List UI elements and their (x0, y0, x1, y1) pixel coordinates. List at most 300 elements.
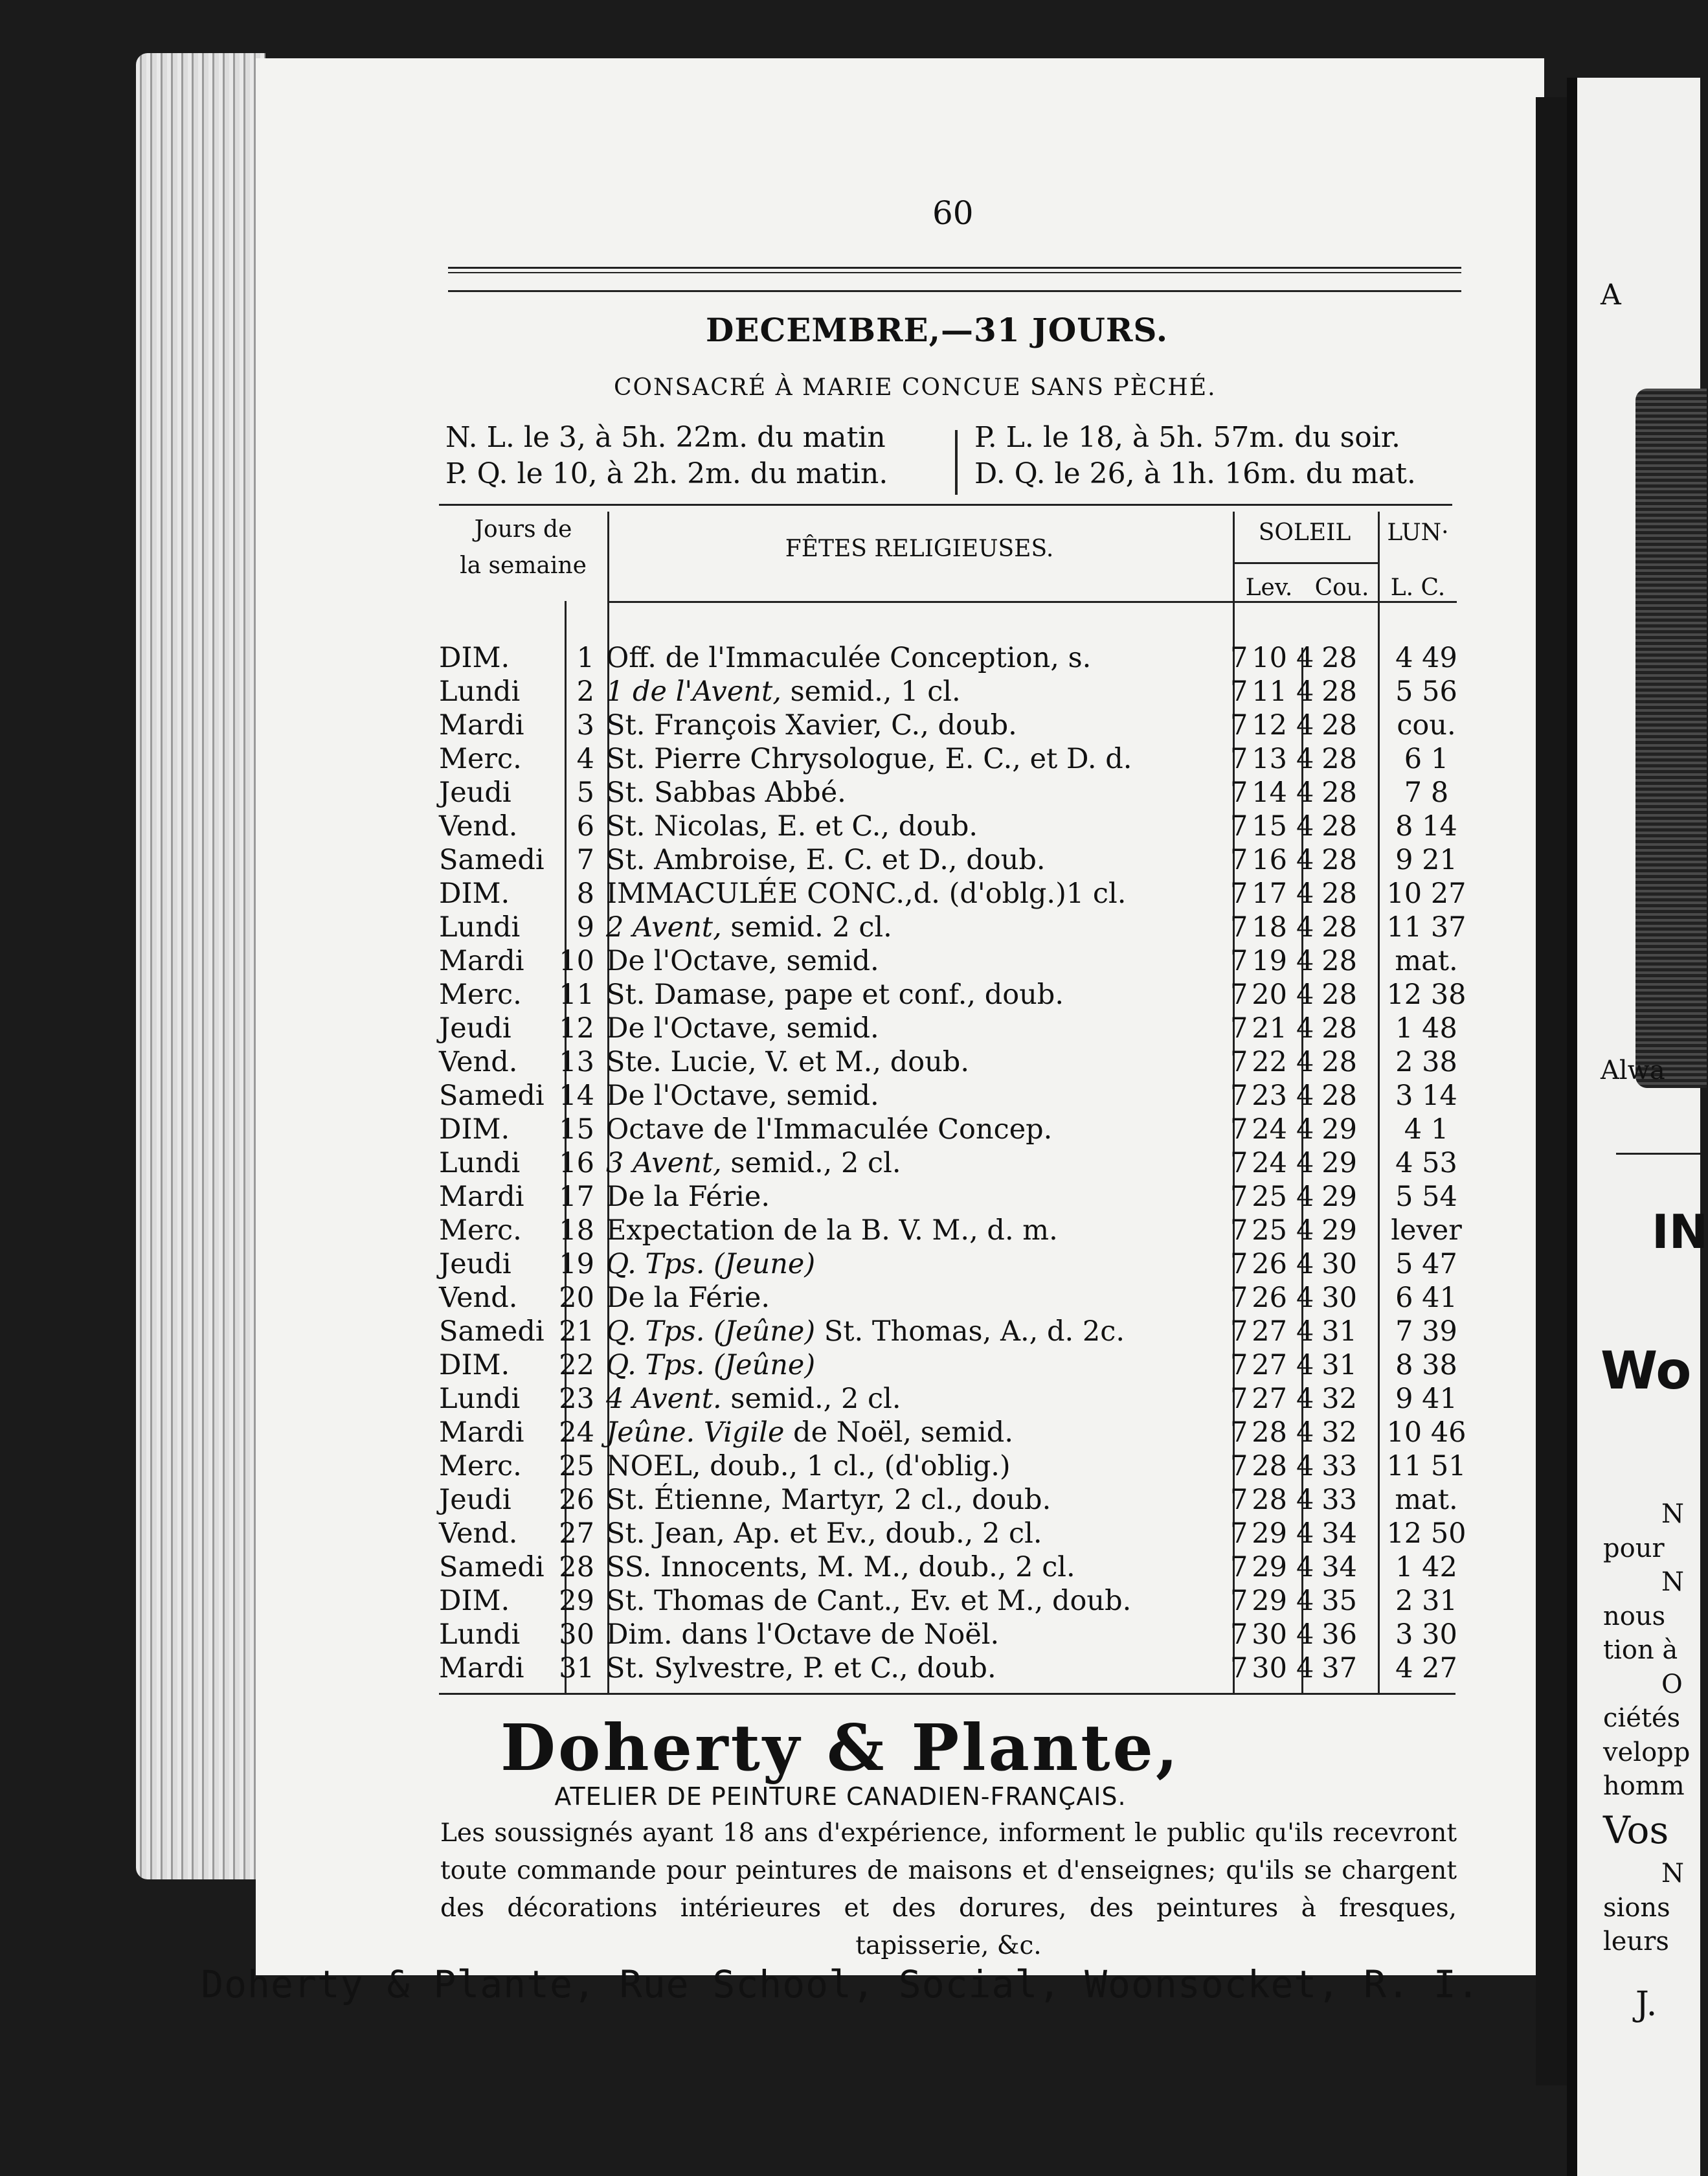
date-number: 29 (559, 1585, 594, 1617)
date-number: 5 (576, 776, 594, 809)
sunrise-minute: 15 (1252, 810, 1287, 843)
sunset-hour: 4 (1296, 1315, 1314, 1348)
feast-plain: St. Sabbas Abbé. (606, 776, 846, 809)
sunrise-minute: 26 (1252, 1248, 1287, 1280)
feast-text (606, 1079, 879, 1113)
weekday: Jeudi (439, 1012, 511, 1045)
sunset-minute: 28 (1321, 979, 1357, 1011)
moon-phase: P. Q. le 10, à 2h. 2m. du matin. (445, 457, 888, 490)
sunset-minute: 28 (1321, 844, 1357, 876)
sunrise-minute: 30 (1252, 1618, 1287, 1651)
facing-text: J. (1635, 1985, 1657, 2024)
date-number: 28 (559, 1551, 594, 1583)
sunrise-minute: 30 (1252, 1652, 1287, 1684)
sunrise-hour: 7 (1230, 1551, 1248, 1583)
date-number: 13 (559, 1046, 594, 1078)
feast-text (606, 1315, 1125, 1348)
feast-text (606, 1517, 1042, 1550)
sunrise-hour: 7 (1230, 1416, 1248, 1449)
date-number: 3 (576, 709, 594, 742)
date-number: 27 (559, 1517, 594, 1550)
header-rule (609, 601, 1457, 603)
feast-text (606, 742, 1132, 776)
moon-time: 10 27 (1386, 878, 1466, 910)
sunrise-hour: 7 (1230, 1181, 1248, 1213)
moon-time: 9 21 (1395, 844, 1457, 876)
feast-italic: Q. Tps. (Jeûne) (606, 1315, 816, 1348)
facing-text: homm (1603, 1771, 1685, 1801)
weekday: DIM. (439, 642, 510, 674)
sunrise-hour: 7 (1230, 1585, 1248, 1617)
moon-time: 12 38 (1386, 979, 1466, 1011)
sunrise-hour: 7 (1230, 743, 1248, 775)
feast-plain: St. Ambroise, E. C. et D., doub. (606, 844, 1046, 876)
sunset-minute: 28 (1321, 1080, 1357, 1112)
feast-text (606, 911, 892, 944)
feast-text (606, 776, 846, 810)
sunrise-hour: 7 (1230, 1450, 1248, 1482)
header-soleil: SOLEIL (1258, 519, 1351, 546)
feast-italic: 3 Avent, (606, 1147, 722, 1179)
moon-time: 11 37 (1386, 911, 1466, 944)
date-number: 16 (559, 1147, 594, 1179)
feast-text (606, 1045, 969, 1079)
sunrise-hour: 7 (1230, 1080, 1248, 1112)
feast-text (606, 1146, 901, 1180)
moon-time: lever (1391, 1214, 1462, 1247)
sunset-hour: 4 (1296, 1214, 1314, 1247)
sunrise-minute: 17 (1252, 878, 1287, 910)
header-lune: LUN· (1387, 519, 1449, 546)
sunrise-minute: 27 (1252, 1383, 1287, 1415)
date-number: 15 (559, 1113, 594, 1146)
sunrise-minute: 24 (1252, 1147, 1287, 1179)
feast-plain: St. Thomas de Cant., Ev. et M., doub. (606, 1585, 1132, 1617)
sunrise-hour: 7 (1230, 1349, 1248, 1381)
weekday: Vend. (439, 1517, 518, 1550)
sunrise-hour: 7 (1230, 1315, 1248, 1348)
sunset-minute: 28 (1321, 675, 1357, 708)
sunrise-minute: 22 (1252, 1046, 1287, 1078)
sunset-minute: 32 (1321, 1416, 1357, 1449)
weekday: Merc. (439, 1214, 522, 1247)
sunset-minute: 29 (1321, 1181, 1357, 1213)
weekday: Mardi (439, 1181, 524, 1213)
sunset-hour: 4 (1296, 1585, 1314, 1617)
top-rule (448, 272, 1461, 273)
sunrise-minute: 23 (1252, 1080, 1287, 1112)
feast-text (606, 708, 1017, 742)
sunset-minute: 34 (1321, 1551, 1357, 1583)
moon-time: 5 56 (1395, 675, 1457, 708)
date-number: 2 (576, 675, 594, 708)
header-feasts: FÊTES RELIGIEUSES. (785, 536, 1054, 562)
feast-text (606, 1449, 1011, 1483)
phase-divider (955, 430, 958, 495)
sunrise-hour: 7 (1230, 675, 1248, 708)
weekday: Mardi (439, 709, 524, 742)
sunset-minute: 37 (1321, 1652, 1357, 1684)
feast-plain: Ste. Lucie, V. et M., doub. (606, 1046, 969, 1078)
weekday: Samedi (439, 1551, 545, 1583)
sunset-hour: 4 (1296, 844, 1314, 876)
weekday: Samedi (439, 1080, 545, 1112)
facing-text: N (1661, 1499, 1684, 1529)
feast-text (606, 1281, 770, 1315)
moon-time: 12 50 (1386, 1517, 1466, 1550)
date-number: 9 (576, 911, 594, 944)
moon-time: 4 1 (1404, 1113, 1449, 1146)
sunset-hour: 4 (1296, 743, 1314, 775)
moon-time: 3 14 (1395, 1080, 1457, 1112)
sunrise-hour: 7 (1230, 945, 1248, 977)
moon-time: 6 1 (1404, 743, 1449, 775)
sunset-hour: 4 (1296, 709, 1314, 742)
feast-plain: De l'Octave, semid. (606, 1012, 879, 1045)
date-number: 7 (576, 844, 594, 876)
sunset-hour: 4 (1296, 1046, 1314, 1078)
sunset-hour: 4 (1296, 1551, 1314, 1583)
sunrise-minute: 28 (1252, 1450, 1287, 1482)
moon-time: 1 48 (1395, 1012, 1457, 1045)
sunset-hour: 4 (1296, 675, 1314, 708)
sunrise-minute: 25 (1252, 1214, 1287, 1247)
facing-page (1567, 78, 1708, 2176)
feast-text (606, 1247, 815, 1281)
feast-plain: Octave de l'Immaculée Concep. (606, 1113, 1053, 1146)
weekday: Jeudi (439, 1248, 511, 1280)
feast-plain: IMMACULÉE CONC.,d. (d'oblg.)1 cl. (606, 878, 1127, 910)
weekday: DIM. (439, 878, 510, 910)
date-number: 17 (559, 1181, 594, 1213)
feast-text (606, 1550, 1075, 1584)
feast-plain: De l'Octave, semid. (606, 945, 879, 977)
feast-text (606, 1348, 815, 1382)
sunrise-minute: 27 (1252, 1315, 1287, 1348)
sunrise-minute: 13 (1252, 743, 1287, 775)
feast-text (606, 810, 978, 843)
sunset-hour: 4 (1296, 1618, 1314, 1651)
facing-text: Vos (1603, 1808, 1669, 1852)
weekday: DIM. (439, 1585, 510, 1617)
feast-text (606, 1012, 879, 1045)
sunset-hour: 4 (1296, 1416, 1314, 1449)
date-number: 10 (559, 945, 594, 977)
sunrise-minute: 26 (1252, 1282, 1287, 1314)
sunset-hour: 4 (1296, 1113, 1314, 1146)
weekday: Merc. (439, 1450, 522, 1482)
facing-text: leurs (1603, 1927, 1669, 1956)
weekday: Mardi (439, 1652, 524, 1684)
sunset-minute: 28 (1321, 709, 1357, 742)
feast-plain: Expectation de la B. V. M., d. m. (606, 1214, 1058, 1247)
sunset-minute: 29 (1321, 1113, 1357, 1146)
sunrise-minute: 12 (1252, 709, 1287, 742)
book-page-edges (136, 53, 265, 1879)
sunset-minute: 33 (1321, 1450, 1357, 1482)
date-number: 22 (559, 1349, 594, 1381)
sunset-minute: 28 (1321, 911, 1357, 944)
weekday: Lundi (439, 1147, 521, 1179)
sunrise-hour: 7 (1230, 1383, 1248, 1415)
header-lev: Lev. (1245, 574, 1293, 601)
feast-plain: SS. Innocents, M. M., doub., 2 cl. (606, 1551, 1075, 1583)
feast-plain: De la Férie. (606, 1181, 770, 1213)
feast-text (606, 1180, 770, 1214)
advertiser-name: Doherty & Plante, (500, 1711, 1180, 1785)
feast-plain: De l'Octave, semid. (606, 1080, 879, 1112)
feast-plain: St. Thomas, A., d. 2c. (815, 1315, 1125, 1348)
sunset-hour: 4 (1296, 911, 1314, 944)
date-number: 6 (576, 810, 594, 843)
feast-plain: semid. 2 cl. (721, 911, 892, 944)
month-title: DECEMBRE,—31 JOURS. (706, 311, 1169, 349)
date-number: 1 (576, 642, 594, 674)
facing-text: N (1661, 1567, 1684, 1597)
sunrise-minute: 11 (1252, 675, 1287, 708)
feast-plain: De la Férie. (606, 1282, 770, 1314)
sunset-minute: 33 (1321, 1484, 1357, 1516)
header-cou: Cou. (1314, 574, 1369, 601)
date-number: 12 (559, 1012, 594, 1045)
sunset-minute: 30 (1321, 1248, 1357, 1280)
sunset-minute: 30 (1321, 1282, 1357, 1314)
moon-time: mat. (1395, 1484, 1458, 1516)
date-number: 19 (559, 1248, 594, 1280)
sunset-hour: 4 (1296, 1484, 1314, 1516)
sunrise-minute: 25 (1252, 1181, 1287, 1213)
header-rule (1233, 562, 1379, 564)
sunrise-minute: 19 (1252, 945, 1287, 977)
sunrise-minute: 29 (1252, 1551, 1287, 1583)
feast-plain: semid., 2 cl. (721, 1383, 901, 1415)
weekday: Vend. (439, 1046, 518, 1078)
sunrise-hour: 7 (1230, 1214, 1248, 1247)
weekday: Mardi (439, 945, 524, 977)
feast-text (606, 675, 961, 708)
weekday: Vend. (439, 810, 518, 843)
facing-text: nous (1603, 1602, 1666, 1631)
weekday: Mardi (439, 1416, 524, 1449)
weekday: Lundi (439, 675, 521, 708)
weekday: Merc. (439, 979, 522, 1011)
sunrise-hour: 7 (1230, 979, 1248, 1011)
feast-plain: de Noël, semid. (784, 1416, 1013, 1449)
feast-plain: St. Jean, Ap. et Ev., doub., 2 cl. (606, 1517, 1042, 1550)
sunrise-hour: 7 (1230, 1652, 1248, 1684)
feast-plain: Dim. dans l'Octave de Noël. (606, 1618, 1000, 1651)
feast-text (606, 1483, 1051, 1517)
moon-time: 5 47 (1395, 1248, 1457, 1280)
sunset-hour: 4 (1296, 1147, 1314, 1179)
sunrise-hour: 7 (1230, 1046, 1248, 1078)
feast-plain: Off. de l'Immaculée Conception, s. (606, 642, 1092, 674)
facing-text: IN (1652, 1205, 1708, 1259)
moon-phase: P. L. le 18, à 5h. 57m. du soir. (974, 421, 1400, 454)
moon-time: 8 38 (1395, 1349, 1457, 1381)
facing-text: N (1661, 1859, 1684, 1888)
sunrise-minute: 20 (1252, 979, 1287, 1011)
feast-text (606, 1214, 1058, 1247)
sunset-minute: 28 (1321, 642, 1357, 674)
sunrise-hour: 7 (1230, 1147, 1248, 1179)
date-number: 20 (559, 1282, 594, 1314)
sunrise-hour: 7 (1230, 1517, 1248, 1550)
feast-text (606, 1618, 999, 1651)
sunset-minute: 31 (1321, 1349, 1357, 1381)
date-number: 8 (576, 878, 594, 910)
sunset-minute: 28 (1321, 810, 1357, 843)
sunrise-hour: 7 (1230, 1248, 1248, 1280)
table-top-rule (439, 504, 1452, 506)
feast-text (606, 1651, 996, 1685)
weekday: Merc. (439, 743, 522, 775)
feast-text (606, 843, 1046, 877)
sunrise-hour: 7 (1230, 1282, 1248, 1314)
table-bottom-rule (439, 1693, 1455, 1695)
weekday: Jeudi (439, 776, 511, 809)
date-number: 24 (559, 1416, 594, 1449)
moon-time: 5 54 (1395, 1181, 1457, 1213)
sunrise-hour: 7 (1230, 1618, 1248, 1651)
feast-italic: 2 Avent, (606, 911, 722, 944)
date-number: 21 (559, 1315, 594, 1348)
feast-plain: St. Pierre Chrysologue, E. C., et D. d. (606, 743, 1132, 775)
date-number: 30 (559, 1618, 594, 1651)
sunrise-hour: 7 (1230, 844, 1248, 876)
moon-time: 1 42 (1395, 1551, 1457, 1583)
facing-text: A (1601, 278, 1621, 312)
moon-time: 11 51 (1386, 1450, 1466, 1482)
sunset-hour: 4 (1296, 1349, 1314, 1381)
moon-time: 8 14 (1395, 810, 1457, 843)
moon-time: 4 27 (1395, 1652, 1457, 1684)
sunrise-minute: 29 (1252, 1517, 1287, 1550)
header-days (439, 512, 607, 584)
feast-italic: 4 Avent. (606, 1383, 722, 1415)
facing-text: Wo (1601, 1341, 1692, 1401)
feast-text (606, 1382, 901, 1416)
facing-text: Alwa (1601, 1056, 1665, 1085)
sunset-hour: 4 (1296, 810, 1314, 843)
moon-time: cou. (1397, 709, 1456, 742)
moon-time: 3 30 (1395, 1618, 1457, 1651)
facing-engraving (1635, 389, 1707, 1088)
moon-phase: D. Q. le 26, à 1h. 16m. du mat. (974, 457, 1416, 490)
sunrise-hour: 7 (1230, 1484, 1248, 1516)
sunset-hour: 4 (1296, 945, 1314, 977)
weekday: Lundi (439, 1383, 521, 1415)
sunset-hour: 4 (1296, 1012, 1314, 1045)
header-days-line: Jours de (474, 516, 572, 543)
sunrise-minute: 27 (1252, 1349, 1287, 1381)
top-rule (448, 290, 1461, 292)
sunrise-minute: 21 (1252, 1012, 1287, 1045)
date-number: 18 (559, 1214, 594, 1247)
date-number: 23 (559, 1383, 594, 1415)
feast-italic: Q. Tps. (Jeûne) (606, 1349, 816, 1381)
feast-text (606, 944, 879, 978)
sunset-hour: 4 (1296, 776, 1314, 809)
sunrise-hour: 7 (1230, 878, 1248, 910)
date-number: 4 (576, 743, 594, 775)
sunrise-hour: 7 (1230, 709, 1248, 742)
sunset-minute: 28 (1321, 743, 1357, 775)
feast-text (606, 978, 1064, 1012)
sunset-minute: 28 (1321, 1046, 1357, 1078)
moon-time: 7 39 (1395, 1315, 1457, 1348)
sunset-minute: 28 (1321, 945, 1357, 977)
feast-plain: St. Nicolas, E. et C., doub. (606, 810, 978, 843)
moon-time: 4 53 (1395, 1147, 1457, 1179)
sunset-hour: 4 (1296, 1248, 1314, 1280)
feast-plain: semid., 1 cl. (781, 675, 961, 708)
sunrise-hour: 7 (1230, 642, 1248, 674)
weekday: Jeudi (439, 1484, 511, 1516)
advertiser-subtitle: ATELIER DE PEINTURE CANADIEN-FRANÇAIS. (554, 1782, 1127, 1811)
sunset-minute: 28 (1321, 776, 1357, 809)
sunset-hour: 4 (1296, 1080, 1314, 1112)
moon-phase: N. L. le 3, à 5h. 22m. du matin (445, 421, 886, 454)
moon-time: 6 41 (1395, 1282, 1457, 1314)
sunset-hour: 4 (1296, 979, 1314, 1011)
sunrise-minute: 28 (1252, 1416, 1287, 1449)
month-dedication: CONSACRÉ À MARIE CONCUE SANS PÈCHÉ. (614, 374, 1217, 401)
weekday: Vend. (439, 1282, 518, 1314)
weekday: Samedi (439, 844, 545, 876)
sunset-minute: 35 (1321, 1585, 1357, 1617)
facing-text: O (1661, 1670, 1683, 1699)
moon-time: 7 8 (1404, 776, 1449, 809)
sunset-minute: 36 (1321, 1618, 1357, 1651)
facing-rule (1616, 1153, 1700, 1155)
sunrise-hour: 7 (1230, 1012, 1248, 1045)
sunrise-minute: 24 (1252, 1113, 1287, 1146)
sunrise-hour: 7 (1230, 911, 1248, 944)
facing-text: pour (1603, 1534, 1665, 1563)
feast-text (606, 1584, 1131, 1618)
moon-time: 4 49 (1395, 642, 1457, 674)
sunset-minute: 29 (1321, 1214, 1357, 1247)
feast-italic: 1 de l'Avent, (606, 675, 781, 708)
feast-plain: St. Damase, pape et conf., doub. (606, 979, 1064, 1011)
sunset-hour: 4 (1296, 642, 1314, 674)
sunrise-hour: 7 (1230, 1113, 1248, 1146)
feast-plain: St. François Xavier, C., doub. (606, 709, 1017, 742)
facing-text: sions (1603, 1893, 1670, 1923)
feast-text (606, 641, 1091, 675)
sunset-minute: 34 (1321, 1517, 1357, 1550)
feast-text (606, 877, 1126, 911)
header-lc: L. C. (1390, 574, 1446, 601)
sunset-hour: 4 (1296, 1517, 1314, 1550)
page-number: 60 (932, 194, 974, 232)
header-days-line: la semaine (460, 552, 587, 579)
feast-plain: St. Étienne, Martyr, 2 cl., doub. (606, 1484, 1051, 1516)
moon-time: 2 38 (1395, 1046, 1457, 1078)
sunset-minute: 28 (1321, 878, 1357, 910)
advertisement-footer: Doherty & Plante, Rue School, Social, Woonsocket, R. I. (201, 1962, 1480, 2006)
weekday: Lundi (439, 911, 521, 944)
feast-plain: NOEL, doub., 1 cl., (d'oblig.) (606, 1450, 1011, 1482)
moon-time: 2 31 (1395, 1585, 1457, 1617)
sunset-hour: 4 (1296, 1652, 1314, 1684)
sunrise-minute: 28 (1252, 1484, 1287, 1516)
feast-text (606, 1416, 1013, 1449)
facing-text: tion à (1603, 1635, 1678, 1665)
date-number: 14 (559, 1080, 594, 1112)
sunset-hour: 4 (1296, 1282, 1314, 1314)
